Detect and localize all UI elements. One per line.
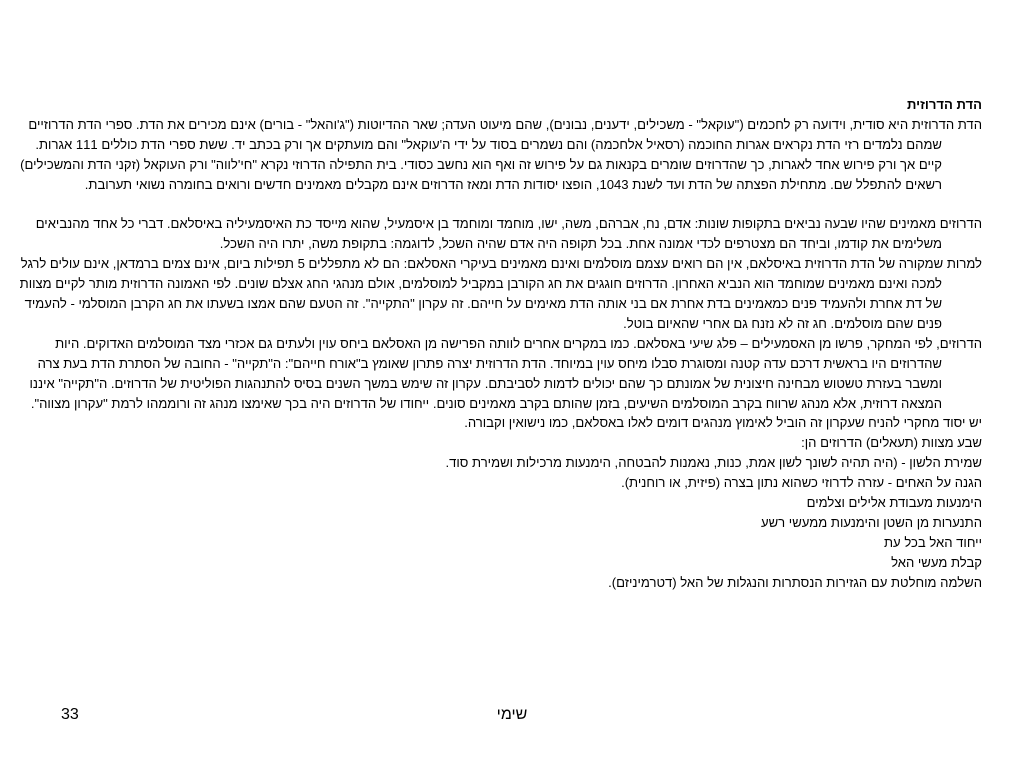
text-line: יש יסוד מחקרי להניח שעקרון זה הוביל לאימוץ מנהגים דומים לאלו באסלאם, כמו נישואין וקבורה. [464, 415, 982, 431]
page-number: 33 [61, 706, 79, 723]
text-line: קבלת מעשי האל [891, 554, 982, 570]
text-line: הגנה על האחים - עזרה לדרוזי כשהוא נתון בצרה (פיזית, או רוחנית). [621, 475, 982, 491]
text-line: השלמה מוחלטת עם הגזירות הנסתרות והנגלות של האל (דטרמיניזם). [608, 574, 982, 590]
paragraph-islam-relation: למרות שמקורה של הדת הדרוזית באיסלאם, אין הם רואים עצמם מוסלמים ואינם מאמינים בעיקרי האסלאם: הם לא מתפללים 5 תפילות ביום, אינם צמים ברמדאן, אינם עולים לרגל למכה ואינם מאמינים שמוחמד הוא הנביא האחרון. הדרוזים חוגגים את חג הקורבן במקביל למוסלמים, אולם מנהגי החג אצלם שונים. לפי האמונה הדרוזית מותר לקיים מצוות של דת אחרת ולהעמיד פנים כמאמינים בדת אחרת אם בני אותה הדת מאימים על חייהם. זה עקרון "התקייה". זה הטעם שהם אמצו בשעתו את חג הקרבן המוסלמי - להעמיד פנים שהם מוסלמים. חג זה לא נזנח גם אחרי שהאיום בוטל. [19, 256, 982, 331]
text-line: התנערות מן השטן והימנעות ממעשי רשע [761, 515, 982, 531]
footer-author: שימי [496, 706, 528, 723]
paragraph-secrecy: הדת הדרוזית היא סודית, וידועה רק לחכמים ("עוקאל" - משכילים, ידענים, נבונים), שהם מיעוט העדה; שאר ההדיוטות ("ג'והאל" - בורים) אינם מכירים את הדת. ספרי הדת הדרוזיים שמהם נלמדים רזי הדת נקראים אגרות החוכמה (רסאיל אלחכמה) והם נשמרים בסוד על ידי ה'עוקאל" והם מועתקים אך ורק בכתב יד. ששת ספרי הדת כוללים 111 אגרות. קיים אך ורק פירוש אחד לאגרות, כך שהדרוזים שומרים בקנאות גם על פירוש זה ואף הוא נחשב כסודי. בית התפילה הדרוזי נקרא "חי'לווה" ורק העוקאל (זקני הדת והמשכילים) רשאים להתפלל שם. מתחילת הפצתה של הדת ועד לשנת 1043, הופצו יסודות הדת ומאז הדרוזים אינם מקבלים מאמינים חדשים ורואים בחומרה נשואי תערובת. [20, 116, 982, 192]
text-line: שמירת הלשון - (היה תהיה לשונך לשון אמת, כנות, נאמנות להבטחה, הימנעות מרכילות ושמירת סוד. [445, 455, 982, 471]
paragraph-prophets: הדרוזים מאמינים שהיו שבעה נביאים בתקופות שונות: אדם, נח, אברהם, משה, ישו, מוחמד ומוחמד בן איסמעיל, שהוא מייסד כת האיסמעיליה באיסלאם. דברי כל אחד מהנביאים משלימים את קודמו, וביחד הם מצטרפים לכדי אמונה אחת. בכל תקופה היה אדם שהיה השכל, לדוגמה: בתקופת משה, יתרו היה השכל. [35, 216, 982, 252]
blank-line [10, 195, 982, 215]
text-line: ייחוד האל בכל עת [884, 534, 982, 550]
slide-body [10, 95, 982, 593]
text-line: הימנעות מעבודת אלילים וצלמים [806, 495, 982, 511]
slide-title: הדת הדרוזית [907, 97, 982, 112]
paragraph-taqiyya: הדרוזים, לפי המחקר, פרשו מן האסמעילים – פלג שיעי באסלאם. כמו במקרים אחרים לוותה הפרישה מן האסלאם ביחס עוין ולעתים גם אכזרי מצד המוסלמים האדוקים. היות שהדרוזים היו בראשית דרכם עדה קטנה ומסוגרת סבלו מיחס עוין במיוחד. הדת הדרוזית יצרה פתרון שאומץ ב"אורח חייהם": ה"תקייה" - החובה של הסתרת הדת בעת צרה ומשבר בעזרת טשטוש מבחינה חיצונית של אמונתם כך שהם יכולים לדמות לסביבתם. עקרון זה שימש במשך השנים בסיס להתנהגות הפוליטית של הדרוזים. ה"תקייה" איננו המצאה דרוזית, אלא מנהג שרווח בקרב המוסלמים השיעים, בזמן שהותם בקרב מאמינים סונים. ייחודו של הדרוזים היה בכך שאימצו מנהג זה ורוממהו לרמת "עקרון מצווה". [29, 335, 982, 411]
text-line: שבע מצוות (תעאלים) הדרוזים הן: [801, 435, 982, 451]
